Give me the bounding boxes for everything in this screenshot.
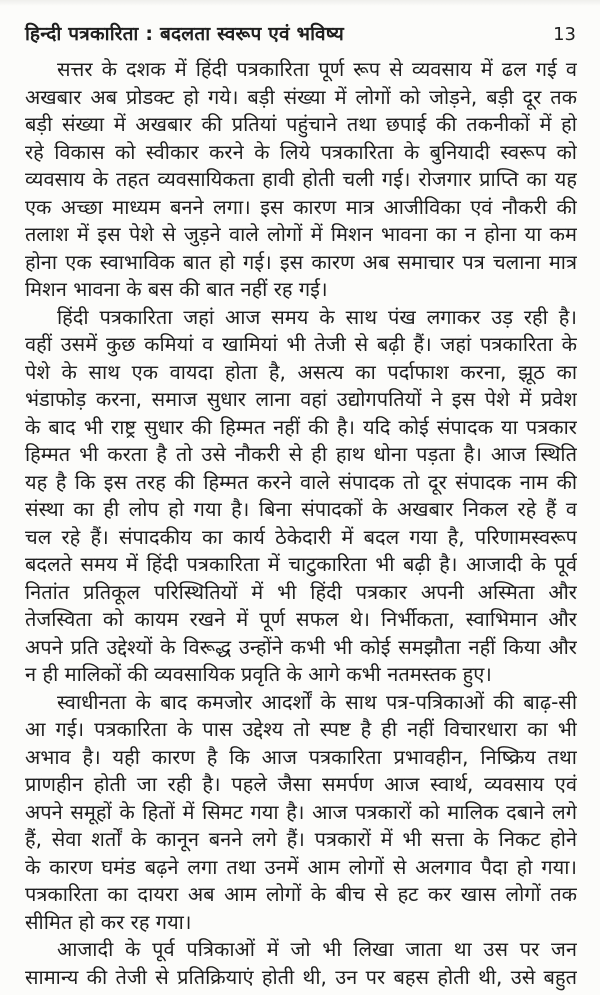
- text-line: सामान्य की तेजी से प्रतिक्रियाएं होती थी, उन पर बहस होती थी, उसे बहुत: [25, 964, 577, 989]
- text-line: भंडाफोड़ करना, समाज सुधार लाना वहां उद्योगपतियों ने इस पेशे में प्रवेश: [25, 387, 577, 411]
- text-line: सीमित हो कर रह गया।: [25, 909, 192, 934]
- text-line: प्राणहीन होती जा रही है। पहले जैसा समर्पण आज स्वार्थ, व्यवसाय एवं: [25, 772, 577, 796]
- paragraph-2: [25, 304, 577, 689]
- text-line: अभाव है। यही कारण है कि आज पत्रकारिता प्रभावहीन, निष्क्रिय तथा: [25, 744, 577, 769]
- text-line: पेशे के साथ एक वायदा होता है, असत्य का पर्दाफाश करना, झूठ का: [25, 359, 577, 384]
- text-line: अपने समूहों के हितों में सिमट गया है। आज पत्रकारों को मालिक दबाने लगे: [25, 799, 577, 824]
- running-title: हिन्दी पत्रकारिता : बदलता स्वरूप एवं भविष्य: [25, 23, 344, 45]
- text-line: तलाश में इस पेशे से जुड़ने वाले लोगों में मिशन भावना का न होना या कम: [25, 222, 577, 246]
- text-line: पत्रकारिता का दायरा अब आम लोगों के बीच से हट कर खास लोगों तक: [25, 882, 577, 906]
- text-line: हिम्मत भी करता है तो उसे नौकरी से ही हाथ धोना पड़ता है। आज स्थिति: [25, 442, 577, 466]
- page-header: [0, 0, 600, 48]
- text-line: होना एक स्वाभाविक बात हो गई। इस कारण अब समाचार पत्र चलाना मात्र: [25, 249, 577, 274]
- paragraph-3: [25, 689, 577, 937]
- text-line: यह है कि इस तरह की हिम्मत करने वाले संपादक तो दूर संपादक नाम की: [25, 469, 577, 494]
- page-number: 13: [553, 24, 576, 45]
- text-line: स्वाधीनता के बाद कमजोर आदर्शों के साथ पत्र-पत्रिकाओं की बाढ़-सी: [57, 689, 577, 714]
- text-line: व्यवसाय के तहत व्यवसायिकता हावी होती चली गई। रोजगार प्राप्ति का यह: [25, 167, 577, 191]
- text-line: के कारण घमंड बढ़ने लगा तथा उनमें आम लोगों से अलगाव पैदा हो गया।: [25, 854, 577, 879]
- text-line: के बाद भी राष्ट्र सुधार की हिम्मत नहीं की है। यदि कोई संपादक या पत्रकार: [25, 414, 577, 439]
- page-body: [0, 48, 600, 991]
- text-line: हिंदी पत्रकारिता जहां आज समय के साथ पंख लगाकर उड़ रही है।: [57, 304, 577, 329]
- text-line: चल रहे हैं। संपादकीय का कार्य ठेकेदारी में बदल गया है, परिणामस्वरूप: [25, 524, 577, 549]
- text-line: हैं, सेवा शर्तों के कानून बनने लगे हैं। पत्रकारों में भी सत्ता के निकट होने: [25, 827, 577, 851]
- text-line: अखबार अब प्रोडक्ट हो गये। बड़ी संख्या में लोगों को जोड़ने, बड़ी दूर तक: [25, 84, 577, 109]
- text-line: एक अच्छा माध्यम बनने लगा। इस कारण मात्र आजीविका एवं नौकरी की: [25, 194, 577, 219]
- text-line: तेजस्विता को कायम रखने में पूर्ण सफल थे। निर्भीकता, स्वाभिमान और: [25, 607, 577, 631]
- text-line: बड़ी संख्या में अखबार की प्रतियां पहुंचाने तथा छपाई की तकनीकों में हो: [25, 112, 577, 136]
- text-line: संस्था का ही लोप हो गया है। बिना संपादकों के अखबार निकल रहे हैं व: [25, 497, 577, 521]
- text-line: सत्तर के दशक में हिंदी पत्रकारिता पूर्ण रूप से व्यवसाय में ढल गई व: [57, 57, 577, 81]
- text-line: बदलते समय में हिंदी पत्रकारिता में चाटुकारिता भी बढ़ी है। आजादी के पूर्व: [25, 552, 577, 576]
- text-line: वहीं उसमें कुछ कमियां व खामियां भी तेजी से बढ़ी हैं। जहां पत्रकारिता के: [25, 332, 577, 356]
- text-line: मिशन भावना के बस की बात नहीं रह गई।: [25, 277, 328, 301]
- text-line: रहे विकास को स्वीकार करने के लिये पत्रकारिता के बुनियादी स्वरूप को: [25, 139, 577, 164]
- text-line: आजादी के पूर्व पत्रिकाओं में जो भी लिखा जाता था उस पर जन: [57, 937, 577, 961]
- text-line: नितांत प्रतिकूल परिस्थितियों में भी हिंदी पत्रकार अपनी अस्मिता और: [25, 579, 577, 604]
- paragraph-1: [25, 56, 577, 304]
- text-line: न ही मालिकों की व्यवसायिक प्रवृति के आगे कभी नतमस्तक हुए।: [25, 662, 492, 686]
- text-line: अपने प्रति उद्देश्यों के विरूद्ध उन्होंने कभी भी कोई समझौता नहीं किया और: [25, 634, 577, 659]
- paragraph-4: [25, 936, 577, 991]
- text-line: आ गई। पत्रकारिता के पास उद्देश्य तो स्पष्ट है ही नहीं विचारधारा का भी: [25, 717, 577, 741]
